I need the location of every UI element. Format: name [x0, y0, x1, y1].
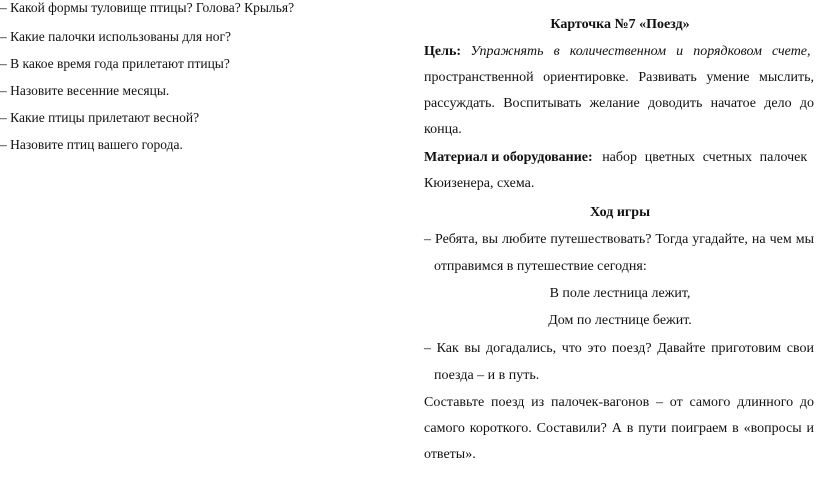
- question-2: – Какие палочки использованы для ног?: [0, 29, 231, 44]
- goal-text-2: пространственной ориентировке. Развивать умение мыслить,: [424, 70, 814, 85]
- p-line-1: [424, 395, 814, 411]
- p-line-2: [424, 421, 814, 437]
- material-text-2: Кюизенера, схема.: [424, 176, 535, 191]
- material-line-1: [424, 150, 816, 166]
- q2-line-1: [424, 341, 814, 357]
- q2-text-1: – Как вы догадались, что это поезд? Давайте приготовим свои: [424, 341, 814, 356]
- material-text-1: набор цветных счетных палочек: [602, 150, 808, 165]
- q2-text-2: поезда – и в путь.: [434, 368, 540, 383]
- q1-text-1: – Ребята, вы любите путешествовать? Тогда угадайте, на чем мы: [424, 232, 814, 247]
- card-title: Карточка №7 «Поезд»: [550, 17, 690, 32]
- question-3: – В какое время года прилетают птицы?: [0, 56, 230, 71]
- goal-label: Цель:: [424, 44, 462, 59]
- question-1: – Какой формы туловище птицы? Голова? Крылья?: [0, 0, 295, 15]
- p-text-3: ответы».: [424, 447, 476, 462]
- question-5: – Какие птицы прилетают весной?: [0, 110, 200, 125]
- goal-line-3: [424, 96, 814, 112]
- riddle-line-2: Дом по лестнице бежит.: [548, 313, 692, 328]
- goal-line-2: [424, 70, 814, 86]
- question-6: – Назовите птиц вашего города.: [0, 137, 183, 152]
- goal-text-4: конца.: [424, 122, 462, 137]
- riddle-line-1: В поле лестница лежит,: [549, 286, 691, 301]
- p-text-1: Составьте поезд из палочек-вагонов – от самого длинного до: [424, 395, 814, 410]
- goal-line-1: [424, 44, 816, 60]
- game-heading: Ход игры: [590, 205, 650, 220]
- goal-text-1: Упражнять в количественном и порядковом счете,: [470, 44, 811, 59]
- goal-text-3: рассуждать. Воспитывать желание доводить начатое дело до: [424, 96, 814, 111]
- material-label: Материал и оборудование:: [424, 150, 593, 165]
- q1-text-2: отправимся в путешествие сегодня:: [434, 259, 647, 274]
- p-text-2: самого короткого. Составили? А в пути поиграем в «вопросы и: [424, 421, 814, 436]
- question-4: – Назовите весенние месяцы.: [0, 83, 170, 98]
- q1-line-1: [424, 232, 814, 248]
